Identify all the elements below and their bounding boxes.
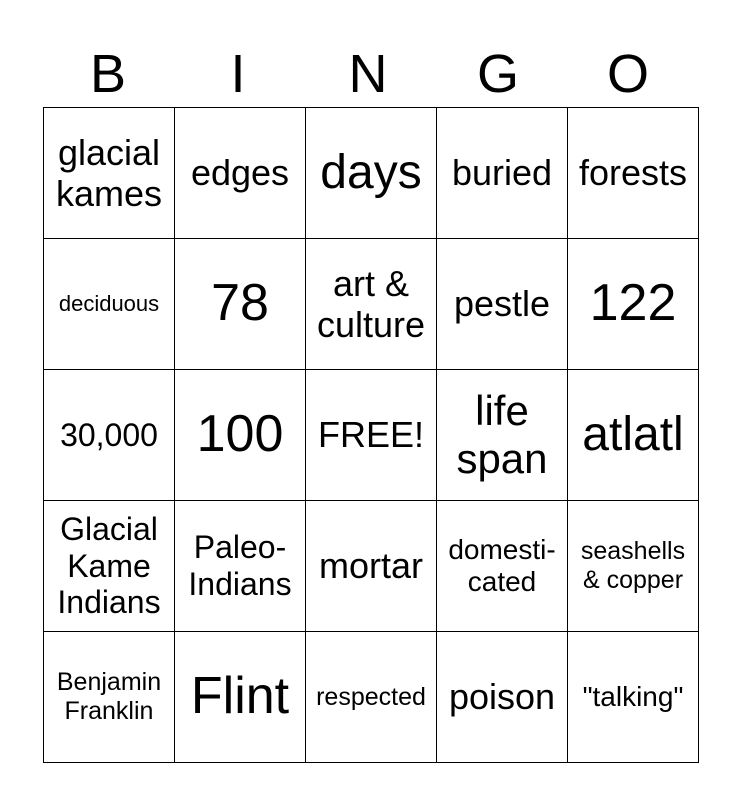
bingo-cell[interactable] [44, 108, 175, 239]
bingo-cell[interactable] [44, 239, 175, 370]
cell-text: domesti- cated [448, 533, 556, 597]
bingo-board [43, 107, 699, 763]
cell-text: 30,000 [60, 416, 158, 453]
cell-text: "talking" [582, 680, 684, 712]
board-row [44, 632, 699, 763]
cell-text: buried [451, 152, 553, 194]
bingo-cell[interactable] [437, 239, 568, 370]
board-row [44, 239, 699, 370]
cell-text: Benjamin Franklin [56, 668, 162, 725]
bingo-cell[interactable] [175, 370, 306, 501]
board-row [44, 370, 699, 501]
cell-text: respected [316, 682, 426, 711]
bingo-cell[interactable] [568, 370, 699, 501]
cell-text: Paleo- Indians [188, 529, 292, 602]
cell-text: glacial kames [55, 131, 163, 214]
bingo-cell[interactable] [44, 370, 175, 501]
bingo-cell[interactable] [175, 108, 306, 239]
cell-text: mortar [318, 545, 423, 587]
cell-text: Flint [190, 667, 290, 726]
bingo-cell[interactable] [568, 632, 699, 763]
cell-text: 78 [211, 274, 269, 333]
bingo-cell[interactable] [568, 108, 699, 239]
bingo-header [43, 40, 693, 108]
header-letter-o: O [606, 44, 649, 104]
cell-text: life span [456, 386, 548, 482]
bingo-cell[interactable] [175, 632, 306, 763]
header-letter-b: B [89, 44, 127, 104]
cell-text: poison [448, 676, 556, 718]
header-letter-g: G [476, 44, 519, 104]
header-letter-i: I [230, 44, 246, 104]
bingo-cell[interactable] [437, 632, 568, 763]
cell-text: Glacial Kame Indians [57, 510, 161, 621]
cell-text: deciduous [58, 291, 160, 317]
bingo-cell[interactable] [175, 239, 306, 370]
cell-text: FREE! [317, 414, 424, 456]
cell-text: seashells & copper [580, 537, 686, 594]
bingo-cell[interactable] [568, 239, 699, 370]
cell-text: days [320, 146, 422, 200]
bingo-cell[interactable] [306, 239, 437, 370]
free-cell[interactable] [306, 370, 437, 501]
board-row [44, 501, 699, 632]
cell-text: pestle [453, 283, 551, 325]
header-letter-n: N [348, 44, 388, 104]
cell-text: atlatl [582, 408, 684, 462]
bingo-cell[interactable] [437, 501, 568, 632]
cell-text: 100 [196, 405, 284, 464]
bingo-cell[interactable] [306, 632, 437, 763]
bingo-cell[interactable] [44, 501, 175, 632]
board-row [44, 108, 699, 239]
cell-text: 122 [589, 274, 677, 333]
bingo-cell[interactable] [44, 632, 175, 763]
bingo-cell[interactable] [437, 108, 568, 239]
bingo-cell[interactable] [306, 108, 437, 239]
cell-text: edges [190, 152, 290, 194]
bingo-cell[interactable] [306, 501, 437, 632]
cell-text: art & culture [316, 262, 426, 345]
bingo-cell[interactable] [175, 501, 306, 632]
bingo-cell[interactable] [437, 370, 568, 501]
cell-text: forests [578, 152, 688, 194]
bingo-cell[interactable] [568, 501, 699, 632]
